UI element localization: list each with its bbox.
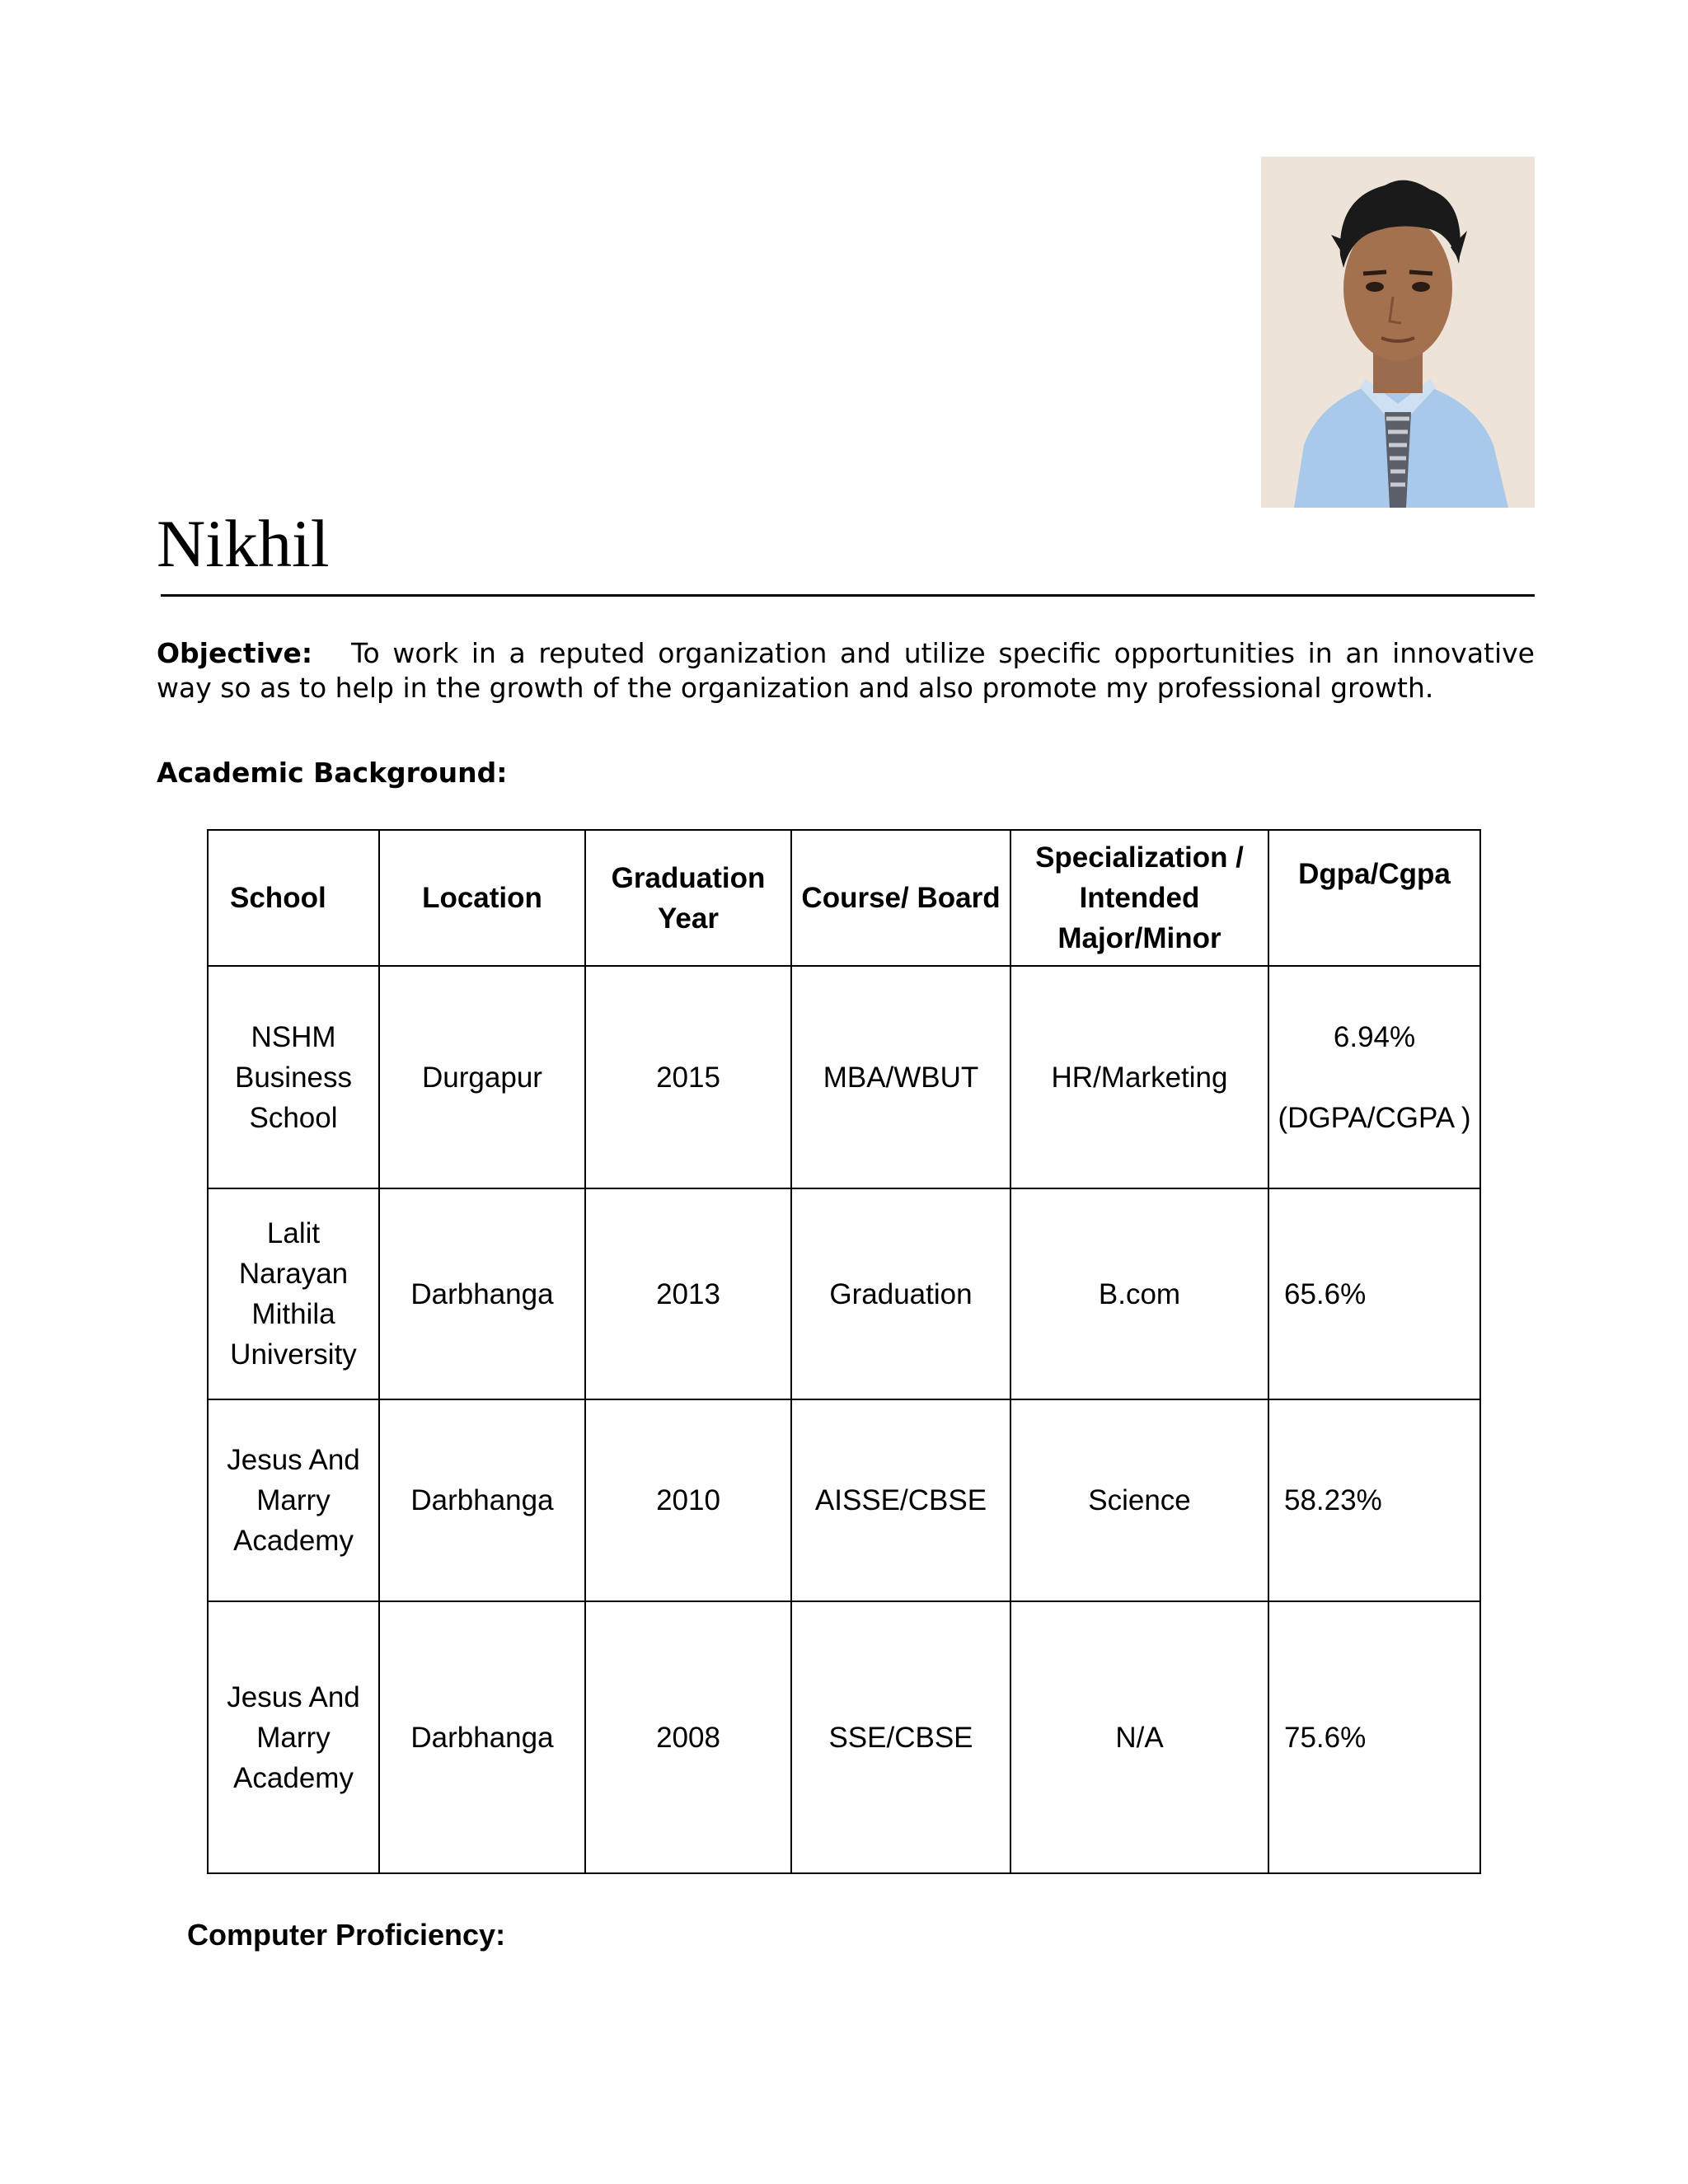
candidate-name: Nikhil — [157, 506, 330, 581]
table-row — [208, 966, 1480, 1188]
cell-school: Jesus And Marry Academy — [208, 1601, 379, 1873]
cell-specialization: Science — [1010, 1399, 1268, 1601]
cell-score — [1268, 966, 1480, 1188]
objective-paragraph — [157, 636, 1535, 705]
col-header-location: Location — [379, 830, 585, 966]
cell-school: NSHM Business School — [208, 966, 379, 1188]
cell-year: 2015 — [585, 966, 791, 1188]
cell-year: 2008 — [585, 1601, 791, 1873]
cell-score-value: 6.94% — [1333, 1020, 1416, 1053]
table-header-row — [208, 830, 1480, 966]
cell-course: AISSE/CBSE — [791, 1399, 1010, 1601]
objective-text: To work in a reputed organization and utilize specific opportunities in an innovative way so as to help in the growth of the organization and also promote my professional growth. — [157, 637, 1535, 704]
academic-table — [207, 829, 1481, 1874]
portrait-image — [1261, 157, 1535, 508]
cell-location: Durgapur — [379, 966, 585, 1188]
cell-score: 58.23% — [1268, 1399, 1480, 1601]
col-header-school: School — [208, 830, 379, 966]
table-row — [208, 1601, 1480, 1873]
table-row — [208, 1188, 1480, 1399]
header-divider — [161, 594, 1535, 597]
cell-year: 2013 — [585, 1188, 791, 1399]
cell-score-note: (DGPA/CGPA ) — [1278, 1101, 1471, 1134]
col-header-course-board: Course/ Board — [791, 830, 1010, 966]
cell-school: Lalit Narayan Mithila University — [208, 1188, 379, 1399]
cell-location: Darbhanga — [379, 1399, 585, 1601]
col-header-score: Dgpa/Cgpa — [1268, 830, 1480, 966]
col-header-specialization: Specialization / Intended Major/Minor — [1010, 830, 1268, 966]
cell-score: 75.6% — [1268, 1601, 1480, 1873]
cell-specialization: B.com — [1010, 1188, 1268, 1399]
computer-heading: Computer Proficiency: — [187, 1918, 506, 1952]
cell-score: 65.6% — [1268, 1188, 1480, 1399]
cell-specialization: HR/Marketing — [1010, 966, 1268, 1188]
col-header-graduation-year: Graduation Year — [585, 830, 791, 966]
cell-course: SSE/CBSE — [791, 1601, 1010, 1873]
academic-heading: Academic Background: — [157, 757, 508, 789]
cell-school: Jesus And Marry Academy — [208, 1399, 379, 1601]
portrait-photo — [1261, 157, 1535, 508]
cell-specialization: N/A — [1010, 1601, 1268, 1873]
cell-course: Graduation — [791, 1188, 1010, 1399]
table-row — [208, 1399, 1480, 1601]
cell-year: 2010 — [585, 1399, 791, 1601]
cell-course: MBA/WBUT — [791, 966, 1010, 1188]
objective-label: Objective: — [157, 637, 313, 669]
cell-location: Darbhanga — [379, 1601, 585, 1873]
cell-location: Darbhanga — [379, 1188, 585, 1399]
